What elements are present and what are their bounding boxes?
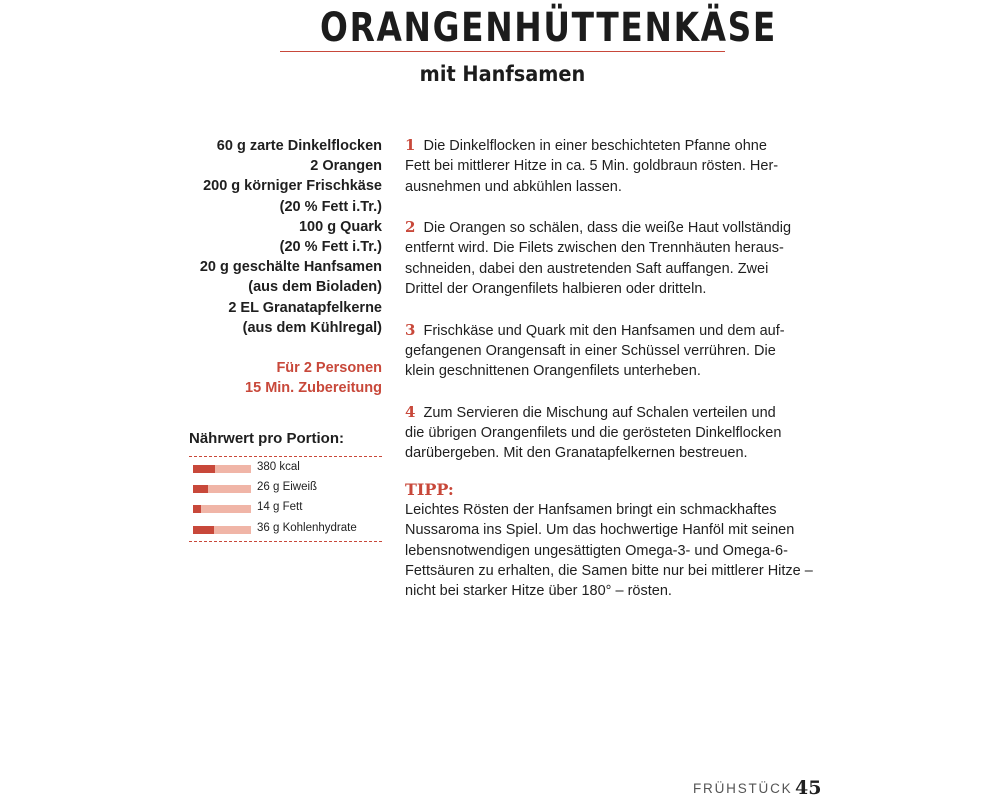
ingredient-line: 2 EL Granatapfelkerne [228, 299, 382, 316]
ingredient-line: (20 % Fett i.Tr.) [279, 198, 382, 215]
step-text-line: gefangenen Orangensaft in einer Schüssel verrühren. Die [405, 342, 776, 359]
nutrition-heading: Nährwert pro Portion: [189, 430, 345, 447]
step-3 [405, 320, 825, 382]
nutrition-bar [193, 485, 251, 493]
servings-label: Für 2 Personen [276, 360, 382, 376]
ingredient-line: 60 g zarte Dinkelflocken [216, 138, 382, 154]
ingredient-line: 2 Orangen [310, 158, 382, 175]
instructions [405, 135, 825, 602]
page-number: 45 [795, 777, 822, 799]
ingredient-line: 100 g Quark [298, 218, 382, 235]
title-divider [280, 51, 725, 52]
ingredient-line: (20 % Fett i.Tr.) [279, 239, 382, 256]
tip-text-line: Leichtes Rösten der Hanfsamen bringt ein schmackhaftes [405, 502, 777, 519]
step-text-line: Zum Servieren die Mischung auf Schalen verteilen und [423, 404, 776, 421]
nutrition-bar [193, 526, 251, 534]
ingredient-line: 20 g geschälte Hanfsamen [199, 259, 382, 276]
nutrition-divider-top [189, 456, 382, 457]
tip-text-line: mittlerer Hitze – nicht bei starker Hitze über 180° – rösten. [405, 562, 813, 600]
ingredient-list [150, 136, 382, 338]
ingredient-line: (aus dem Bioladen) [248, 279, 382, 296]
step-text-line: ausnehmen und abkühlen lassen. [405, 178, 622, 195]
step-text-line: Drittel der Orangenfilets halbieren oder dritteln. [405, 281, 707, 298]
nutrition-bar [193, 465, 251, 473]
tip-text-line: Omega-6-Fettsäuren zu erhalten, die Samen bitte nur bei [405, 542, 788, 579]
section-label: FRÜHSTÜCK [693, 781, 793, 796]
nutrition-bar-fill [193, 505, 201, 513]
step-text-line: Die Dinkelflocken in einer beschichteten Pfanne ohne [423, 138, 767, 154]
tip-text-line: seinen lebensnotwendigen ungesättigten Omega-3- und [405, 522, 795, 559]
tip-heading: TIPP: [405, 480, 454, 500]
step-number: 4 [405, 402, 416, 421]
step-text-line: klein geschnittenen Orangenfilets unterheben. [405, 363, 701, 380]
ingredient-line: (aus dem Kühlregal) [242, 319, 382, 336]
tip-box [405, 480, 825, 601]
step-text-line: Frischkäse und Quark mit den Hanfsamen und dem auf- [423, 322, 785, 339]
tip-text-line: Nussaroma ins Spiel. Um das hochwertige Hanföl mit [405, 522, 748, 539]
step-text-line: Fett bei mittlerer Hitze in ca. 5 Min. goldbraun rösten. Her- [405, 158, 779, 175]
ingredient-line: 200 g körniger Frischkäse [203, 178, 382, 195]
nutrition-divider-bottom [189, 541, 382, 542]
step-text-line: Die Orangen so schälen, dass die weiße Haut vollständig [423, 220, 792, 237]
step-text-line: die übrigen Orangenfilets und die gerösteten Dinkelflocken [405, 425, 782, 442]
nutrition-bar-fill [193, 485, 208, 493]
nutrition-bar [193, 505, 251, 513]
nutrition-label: 380 kcal [257, 461, 300, 473]
step-number: 2 [405, 218, 416, 237]
nutrition-bar-fill [193, 465, 215, 473]
step-1 [405, 135, 825, 197]
recipe-meta [150, 358, 382, 398]
nutrition-label: 14 g Fett [257, 501, 303, 513]
step-number: 3 [405, 320, 416, 339]
nutrition-bar-fill [193, 526, 214, 534]
step-text-line: entfernt wird. Die Filets zwischen den Trennhäuten heraus- [405, 240, 784, 257]
step-4 [405, 402, 825, 464]
nutrition-label: 36 g Kohlenhydrate [257, 522, 357, 534]
step-number: 1 [405, 136, 416, 154]
step-text-line: darübergeben. Mit den Granatapfelkernen bestreuen. [405, 445, 748, 462]
prep-time-label: 15 Min. Zubereitung [245, 380, 382, 397]
step-2 [405, 217, 825, 299]
nutrition-label: 26 g Eiweiß [257, 481, 318, 493]
step-text-line: schneiden, dabei den austretenden Saft auffangen. Zwei [405, 260, 769, 277]
recipe-title: ORANGENHÜTTENKÄSE [320, 5, 777, 51]
recipe-subtitle: mit Hanfsamen [419, 62, 586, 86]
